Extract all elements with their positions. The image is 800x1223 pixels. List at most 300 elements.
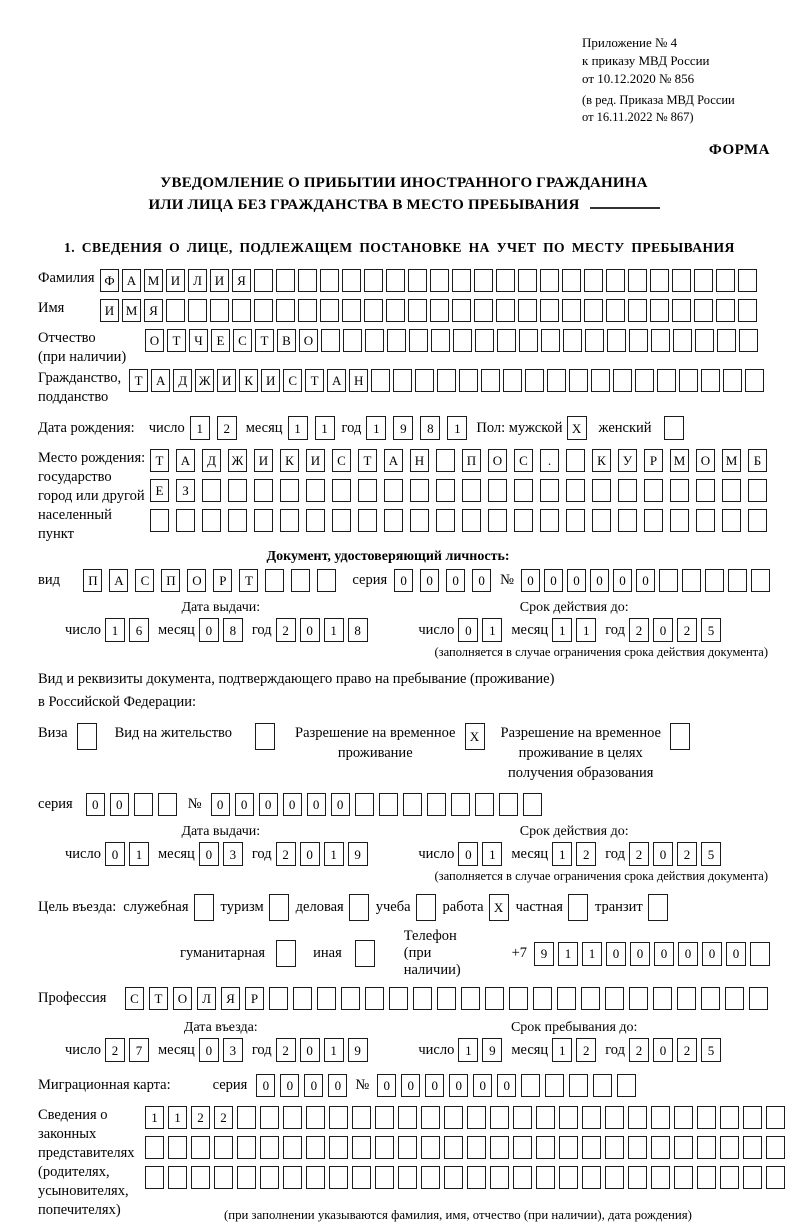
char-cell[interactable] [674, 1136, 693, 1159]
char-cell[interactable] [298, 299, 317, 322]
char-cell[interactable] [607, 329, 626, 352]
char-cell[interactable] [341, 987, 360, 1010]
char-cell[interactable] [670, 723, 690, 750]
char-cell[interactable]: 0 [567, 569, 586, 592]
char-cell[interactable] [317, 987, 336, 1010]
char-cell[interactable]: О [488, 449, 507, 472]
char-cell[interactable]: 1 [552, 1038, 572, 1062]
char-cell[interactable]: О [173, 987, 192, 1010]
char-cell[interactable] [488, 509, 507, 532]
char-cell[interactable] [145, 1136, 164, 1159]
char-cell[interactable] [697, 1106, 716, 1129]
char-cell[interactable]: 0 [377, 1074, 396, 1097]
char-cell[interactable] [191, 1136, 210, 1159]
char-cell[interactable]: 0 [446, 569, 465, 592]
char-cell[interactable] [628, 269, 647, 292]
char-cell[interactable] [738, 299, 757, 322]
char-cell[interactable] [452, 299, 471, 322]
char-cell[interactable]: 0 [726, 942, 746, 966]
char-cell[interactable] [389, 987, 408, 1010]
char-cell[interactable] [276, 940, 296, 967]
char-cell[interactable] [191, 1166, 210, 1189]
char-cell[interactable] [694, 269, 713, 292]
char-cell[interactable] [750, 942, 770, 966]
char-cell[interactable] [298, 269, 317, 292]
char-cell[interactable]: У [618, 449, 637, 472]
char-cell[interactable] [628, 299, 647, 322]
char-cell[interactable] [202, 479, 221, 502]
char-cell[interactable] [461, 987, 480, 1010]
char-cell[interactable] [566, 449, 585, 472]
char-cell[interactable]: Т [149, 987, 168, 1010]
char-cell[interactable] [513, 1166, 532, 1189]
char-cell[interactable] [745, 369, 764, 392]
char-cell[interactable] [648, 894, 668, 921]
char-cell[interactable]: П [161, 569, 180, 592]
char-cell[interactable] [355, 940, 375, 967]
char-cell[interactable] [393, 369, 412, 392]
char-cell[interactable] [306, 1136, 325, 1159]
char-cell[interactable]: 0 [425, 1074, 444, 1097]
char-cell[interactable]: А [176, 449, 195, 472]
char-cell[interactable] [540, 299, 559, 322]
char-cell[interactable] [584, 299, 603, 322]
char-cell[interactable] [748, 509, 767, 532]
char-cell[interactable] [696, 509, 715, 532]
char-cell[interactable] [283, 1136, 302, 1159]
char-cell[interactable]: 2 [217, 416, 237, 440]
char-cell[interactable] [664, 416, 684, 440]
char-cell[interactable]: 1 [552, 842, 572, 866]
char-cell[interactable] [421, 1166, 440, 1189]
char-cell[interactable]: Р [644, 449, 663, 472]
char-cell[interactable] [398, 1106, 417, 1129]
char-cell[interactable]: Л [197, 987, 216, 1010]
char-cell[interactable] [342, 299, 361, 322]
char-cell[interactable] [617, 1074, 636, 1097]
char-cell[interactable]: М [144, 269, 163, 292]
char-cell[interactable] [743, 1166, 762, 1189]
char-cell[interactable] [437, 987, 456, 1010]
char-cell[interactable]: 0 [473, 1074, 492, 1097]
char-cell[interactable]: 1 [482, 618, 502, 642]
char-cell[interactable]: 2 [276, 1038, 296, 1062]
char-cell[interactable]: В [277, 329, 296, 352]
char-cell[interactable] [743, 1136, 762, 1159]
char-cell[interactable]: 1 [552, 618, 572, 642]
char-cell[interactable] [679, 369, 698, 392]
char-cell[interactable]: 0 [199, 842, 219, 866]
char-cell[interactable] [644, 509, 663, 532]
char-cell[interactable] [408, 269, 427, 292]
char-cell[interactable]: 8 [420, 416, 440, 440]
char-cell[interactable] [349, 894, 369, 921]
char-cell[interactable] [214, 1166, 233, 1189]
char-cell[interactable] [629, 987, 648, 1010]
char-cell[interactable] [766, 1136, 785, 1159]
char-cell[interactable]: 1 [482, 842, 502, 866]
char-cell[interactable] [509, 987, 528, 1010]
char-cell[interactable] [720, 1136, 739, 1159]
char-cell[interactable]: А [151, 369, 170, 392]
char-cell[interactable] [269, 987, 288, 1010]
char-cell[interactable]: 0 [105, 842, 125, 866]
char-cell[interactable] [743, 1106, 762, 1129]
char-cell[interactable]: 1 [582, 942, 602, 966]
char-cell[interactable] [437, 369, 456, 392]
char-cell[interactable]: 0 [472, 569, 491, 592]
char-cell[interactable]: 0 [259, 793, 278, 816]
char-cell[interactable] [628, 1106, 647, 1129]
char-cell[interactable] [254, 299, 273, 322]
char-cell[interactable] [342, 269, 361, 292]
char-cell[interactable] [329, 1136, 348, 1159]
char-cell[interactable] [525, 369, 544, 392]
char-cell[interactable] [677, 987, 696, 1010]
char-cell[interactable] [606, 269, 625, 292]
char-cell[interactable] [329, 1166, 348, 1189]
char-cell[interactable] [306, 479, 325, 502]
char-cell[interactable]: 2 [105, 1038, 125, 1062]
char-cell[interactable]: Т [255, 329, 274, 352]
char-cell[interactable] [503, 369, 522, 392]
char-cell[interactable]: 0 [590, 569, 609, 592]
char-cell[interactable] [436, 509, 455, 532]
char-cell[interactable]: 0 [328, 1074, 347, 1097]
char-cell[interactable]: 0 [654, 942, 674, 966]
char-cell[interactable] [497, 329, 516, 352]
char-cell[interactable]: Р [245, 987, 264, 1010]
char-cell[interactable] [413, 987, 432, 1010]
char-cell[interactable] [591, 369, 610, 392]
char-cell[interactable] [214, 1136, 233, 1159]
char-cell[interactable] [379, 793, 398, 816]
char-cell[interactable]: 8 [348, 618, 368, 642]
char-cell[interactable]: 1 [288, 416, 308, 440]
char-cell[interactable] [436, 479, 455, 502]
char-cell[interactable] [568, 894, 588, 921]
char-cell[interactable]: 2 [629, 618, 649, 642]
char-cell[interactable] [280, 509, 299, 532]
char-cell[interactable]: Е [150, 479, 169, 502]
char-cell[interactable]: 0 [211, 793, 230, 816]
char-cell[interactable]: А [327, 369, 346, 392]
char-cell[interactable] [403, 793, 422, 816]
char-cell[interactable] [358, 509, 377, 532]
char-cell[interactable] [150, 509, 169, 532]
char-cell[interactable]: 0 [331, 793, 350, 816]
char-cell[interactable] [237, 1166, 256, 1189]
char-cell[interactable] [134, 793, 153, 816]
char-cell[interactable]: 0 [458, 842, 478, 866]
char-cell[interactable] [255, 723, 275, 750]
char-cell[interactable] [674, 1106, 693, 1129]
char-cell[interactable] [739, 329, 758, 352]
char-cell[interactable] [559, 1166, 578, 1189]
char-cell[interactable] [518, 269, 537, 292]
char-cell[interactable] [651, 1136, 670, 1159]
char-cell[interactable]: Я [144, 299, 163, 322]
char-cell[interactable] [670, 479, 689, 502]
char-cell[interactable]: 0 [280, 1074, 299, 1097]
char-cell[interactable] [606, 299, 625, 322]
char-cell[interactable] [716, 269, 735, 292]
char-cell[interactable]: 1 [129, 842, 149, 866]
char-cell[interactable]: 9 [482, 1038, 502, 1062]
char-cell[interactable] [651, 1106, 670, 1129]
char-cell[interactable] [210, 299, 229, 322]
char-cell[interactable] [416, 894, 436, 921]
char-cell[interactable] [194, 894, 214, 921]
char-cell[interactable] [496, 299, 515, 322]
char-cell[interactable] [375, 1166, 394, 1189]
char-cell[interactable]: 5 [701, 1038, 721, 1062]
char-cell[interactable] [421, 1136, 440, 1159]
char-cell[interactable]: 1 [145, 1106, 164, 1129]
char-cell[interactable] [398, 1166, 417, 1189]
char-cell[interactable]: X [489, 894, 509, 921]
char-cell[interactable] [444, 1106, 463, 1129]
char-cell[interactable]: 0 [199, 1038, 219, 1062]
char-cell[interactable] [657, 369, 676, 392]
char-cell[interactable]: Н [349, 369, 368, 392]
char-cell[interactable] [260, 1166, 279, 1189]
char-cell[interactable] [365, 329, 384, 352]
char-cell[interactable] [291, 569, 310, 592]
char-cell[interactable]: П [83, 569, 102, 592]
char-cell[interactable]: 0 [613, 569, 632, 592]
char-cell[interactable]: Л [188, 269, 207, 292]
char-cell[interactable] [566, 509, 585, 532]
char-cell[interactable]: А [122, 269, 141, 292]
char-cell[interactable] [280, 479, 299, 502]
char-cell[interactable]: 0 [304, 1074, 323, 1097]
char-cell[interactable] [421, 1106, 440, 1129]
char-cell[interactable] [467, 1106, 486, 1129]
char-cell[interactable]: О [696, 449, 715, 472]
char-cell[interactable] [77, 723, 97, 750]
char-cell[interactable] [427, 793, 446, 816]
char-cell[interactable] [585, 329, 604, 352]
char-cell[interactable] [398, 1136, 417, 1159]
char-cell[interactable] [332, 479, 351, 502]
char-cell[interactable] [387, 329, 406, 352]
char-cell[interactable] [459, 369, 478, 392]
char-cell[interactable] [605, 987, 624, 1010]
char-cell[interactable]: Т [305, 369, 324, 392]
char-cell[interactable] [320, 269, 339, 292]
char-cell[interactable] [467, 1136, 486, 1159]
char-cell[interactable] [749, 987, 768, 1010]
char-cell[interactable]: 5 [701, 842, 721, 866]
char-cell[interactable] [386, 299, 405, 322]
char-cell[interactable] [722, 479, 741, 502]
char-cell[interactable]: И [166, 269, 185, 292]
char-cell[interactable] [317, 569, 336, 592]
char-cell[interactable] [237, 1106, 256, 1129]
char-cell[interactable]: К [592, 449, 611, 472]
char-cell[interactable] [557, 987, 576, 1010]
char-cell[interactable]: Т [239, 569, 258, 592]
char-cell[interactable]: 2 [214, 1106, 233, 1129]
char-cell[interactable] [628, 1136, 647, 1159]
char-cell[interactable]: 0 [283, 793, 302, 816]
char-cell[interactable]: О [187, 569, 206, 592]
char-cell[interactable]: С [283, 369, 302, 392]
char-cell[interactable]: 2 [576, 1038, 596, 1062]
char-cell[interactable] [384, 509, 403, 532]
char-cell[interactable] [545, 1074, 564, 1097]
char-cell[interactable] [766, 1106, 785, 1129]
char-cell[interactable] [720, 1106, 739, 1129]
char-cell[interactable] [329, 1106, 348, 1129]
char-cell[interactable]: А [384, 449, 403, 472]
char-cell[interactable]: 0 [449, 1074, 468, 1097]
char-cell[interactable]: 2 [576, 842, 596, 866]
char-cell[interactable] [696, 479, 715, 502]
char-cell[interactable] [701, 369, 720, 392]
char-cell[interactable] [694, 299, 713, 322]
char-cell[interactable] [728, 569, 747, 592]
char-cell[interactable] [228, 509, 247, 532]
char-cell[interactable] [283, 1106, 302, 1129]
char-cell[interactable]: Т [129, 369, 148, 392]
char-cell[interactable]: Д [173, 369, 192, 392]
char-cell[interactable] [408, 299, 427, 322]
char-cell[interactable] [748, 479, 767, 502]
char-cell[interactable] [653, 987, 672, 1010]
char-cell[interactable] [695, 329, 714, 352]
char-cell[interactable] [651, 329, 670, 352]
char-cell[interactable]: 0 [606, 942, 626, 966]
char-cell[interactable] [306, 1106, 325, 1129]
char-cell[interactable]: 0 [401, 1074, 420, 1097]
char-cell[interactable] [436, 449, 455, 472]
char-cell[interactable] [462, 479, 481, 502]
char-cell[interactable] [430, 269, 449, 292]
char-cell[interactable] [716, 299, 735, 322]
char-cell[interactable]: О [299, 329, 318, 352]
char-cell[interactable]: 0 [678, 942, 698, 966]
char-cell[interactable]: 1 [576, 618, 596, 642]
char-cell[interactable] [605, 1106, 624, 1129]
char-cell[interactable]: 0 [653, 1038, 673, 1062]
char-cell[interactable]: С [233, 329, 252, 352]
char-cell[interactable] [431, 329, 450, 352]
char-cell[interactable]: 0 [300, 842, 320, 866]
char-cell[interactable] [306, 509, 325, 532]
char-cell[interactable] [166, 299, 185, 322]
char-cell[interactable]: 1 [105, 618, 125, 642]
char-cell[interactable] [540, 269, 559, 292]
char-cell[interactable]: 9 [534, 942, 554, 966]
char-cell[interactable]: . [540, 449, 559, 472]
char-cell[interactable]: 9 [348, 1038, 368, 1062]
char-cell[interactable] [474, 269, 493, 292]
char-cell[interactable] [462, 509, 481, 532]
char-cell[interactable]: 2 [629, 1038, 649, 1062]
char-cell[interactable] [562, 299, 581, 322]
char-cell[interactable]: И [306, 449, 325, 472]
char-cell[interactable]: И [254, 449, 273, 472]
char-cell[interactable] [644, 479, 663, 502]
char-cell[interactable] [519, 329, 538, 352]
char-cell[interactable] [293, 987, 312, 1010]
char-cell[interactable]: О [145, 329, 164, 352]
char-cell[interactable] [559, 1136, 578, 1159]
char-cell[interactable] [536, 1166, 555, 1189]
char-cell[interactable] [283, 1166, 302, 1189]
char-cell[interactable] [365, 987, 384, 1010]
char-cell[interactable]: 1 [168, 1106, 187, 1129]
char-cell[interactable] [562, 269, 581, 292]
char-cell[interactable] [453, 329, 472, 352]
char-cell[interactable]: 2 [677, 1038, 697, 1062]
char-cell[interactable]: Н [410, 449, 429, 472]
char-cell[interactable]: М [722, 449, 741, 472]
char-cell[interactable] [352, 1106, 371, 1129]
char-cell[interactable] [673, 329, 692, 352]
char-cell[interactable] [415, 369, 434, 392]
char-cell[interactable] [547, 369, 566, 392]
char-cell[interactable]: 0 [497, 1074, 516, 1097]
char-cell[interactable] [254, 509, 273, 532]
char-cell[interactable]: 9 [348, 842, 368, 866]
char-cell[interactable] [499, 793, 518, 816]
char-cell[interactable]: И [100, 299, 119, 322]
char-cell[interactable]: 0 [636, 569, 655, 592]
char-cell[interactable]: 0 [86, 793, 105, 816]
char-cell[interactable]: 1 [324, 1038, 344, 1062]
char-cell[interactable]: 2 [629, 842, 649, 866]
char-cell[interactable]: Ж [228, 449, 247, 472]
char-cell[interactable]: Т [358, 449, 377, 472]
char-cell[interactable]: Т [150, 449, 169, 472]
char-cell[interactable] [682, 569, 701, 592]
char-cell[interactable] [260, 1106, 279, 1129]
char-cell[interactable] [475, 329, 494, 352]
char-cell[interactable] [717, 329, 736, 352]
char-cell[interactable]: 0 [235, 793, 254, 816]
char-cell[interactable]: 0 [300, 618, 320, 642]
char-cell[interactable] [540, 479, 559, 502]
char-cell[interactable] [168, 1166, 187, 1189]
char-cell[interactable] [358, 479, 377, 502]
char-cell[interactable] [202, 509, 221, 532]
char-cell[interactable]: 2 [191, 1106, 210, 1129]
char-cell[interactable]: 0 [199, 618, 219, 642]
char-cell[interactable] [232, 299, 251, 322]
char-cell[interactable]: 0 [394, 569, 413, 592]
char-cell[interactable]: 0 [300, 1038, 320, 1062]
char-cell[interactable] [364, 299, 383, 322]
char-cell[interactable] [723, 369, 742, 392]
char-cell[interactable] [592, 509, 611, 532]
char-cell[interactable] [581, 987, 600, 1010]
char-cell[interactable] [451, 793, 470, 816]
char-cell[interactable] [605, 1136, 624, 1159]
char-cell[interactable]: 0 [110, 793, 129, 816]
char-cell[interactable]: 2 [677, 842, 697, 866]
char-cell[interactable] [536, 1136, 555, 1159]
char-cell[interactable]: 0 [307, 793, 326, 816]
char-cell[interactable] [523, 793, 542, 816]
char-cell[interactable] [332, 509, 351, 532]
char-cell[interactable]: 1 [558, 942, 578, 966]
char-cell[interactable]: А [109, 569, 128, 592]
char-cell[interactable] [628, 1166, 647, 1189]
char-cell[interactable]: 6 [129, 618, 149, 642]
